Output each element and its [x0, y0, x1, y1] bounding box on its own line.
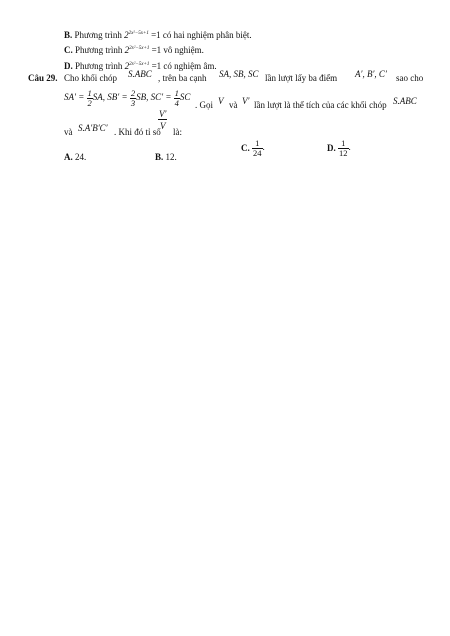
answer-d: [327, 139, 351, 157]
exp-power: 2x²−5x+1: [129, 62, 150, 67]
exp-base: 2: [124, 61, 130, 71]
option-suffix: có nghiệm âm.: [163, 61, 217, 71]
answer-label: D.: [327, 143, 336, 154]
answer-c: [241, 139, 265, 157]
answer-fraction: [252, 139, 263, 157]
denominator: 3: [130, 97, 136, 108]
numerator: 2: [130, 88, 136, 98]
ratio-fraction: [158, 110, 167, 131]
answer-label: C.: [241, 143, 250, 154]
option-label: C.: [64, 45, 73, 55]
answer-end: .: [84, 152, 87, 162]
option-prefix: Phương trình: [74, 30, 122, 40]
answer-end: .: [262, 142, 265, 153]
answer-label: B.: [155, 152, 164, 162]
answer-end: .: [174, 152, 177, 162]
numerator: 1: [255, 138, 260, 148]
exp-power: 2x²−5x+1: [128, 31, 149, 36]
answer-label: A.: [64, 152, 73, 162]
q-math: SC′ =: [150, 92, 172, 103]
equation-rhs: =1: [151, 61, 162, 71]
q-text: là:: [173, 127, 182, 137]
q-math: V: [218, 96, 224, 106]
q-text: lần lượt lấy ba điểm: [265, 73, 338, 83]
denominator: 4: [174, 97, 179, 108]
equation-rhs: =1: [151, 30, 161, 40]
question-line-2: [64, 89, 190, 107]
q-math: SA′ =: [64, 92, 85, 103]
q-text: sao cho: [396, 73, 424, 83]
answer-value: 12: [165, 152, 175, 162]
answer-value: 24: [75, 152, 84, 162]
q-text: lần lượt là thể tích của các khối chóp: [254, 100, 387, 110]
q-math: S.A′B′C′: [78, 123, 108, 133]
q-math: SA, SB, SC: [219, 69, 259, 79]
denominator: 24: [253, 147, 262, 158]
answer-fraction: [338, 139, 349, 157]
q-math: V′: [242, 96, 250, 106]
question-number: Câu 29.: [28, 73, 58, 83]
q-text: . Gọi: [195, 100, 213, 110]
numerator: 1: [341, 138, 346, 148]
option-b-prev: [64, 31, 252, 40]
q-math: SC: [179, 92, 191, 103]
numerator: V′: [159, 109, 167, 119]
option-suffix: có hai nghiệm phân biệt.: [162, 30, 252, 40]
answer-b: [155, 153, 177, 162]
q-math: S.ABC: [128, 69, 152, 79]
numerator: 1: [87, 88, 92, 98]
option-suffix: vô nghiệm.: [163, 45, 204, 55]
option-label: D.: [64, 61, 73, 71]
q-text: Cho khối chóp: [64, 73, 117, 83]
answer-a: [64, 153, 86, 162]
q-text: và: [64, 127, 73, 137]
exp-base: 2: [124, 45, 130, 55]
equation-rhs: =1: [151, 45, 162, 55]
q-math: SB′ =: [107, 92, 128, 103]
denominator: V: [159, 121, 166, 131]
q-math: S.ABC: [393, 96, 417, 106]
q-math: A′, B′, C′: [355, 69, 387, 79]
denominator: 2: [87, 97, 92, 108]
option-label: B.: [64, 30, 73, 40]
q-math: SB,: [136, 92, 149, 103]
exp-base: 2: [124, 30, 129, 40]
q-text: và: [229, 100, 238, 110]
exp-power: 2x²−5x+1: [129, 46, 150, 51]
denominator: 12: [339, 147, 348, 158]
numerator: 1: [174, 88, 179, 98]
answer-end: .: [348, 142, 351, 153]
q-text: . Khi đó tỉ số: [114, 127, 161, 137]
option-c-prev: [64, 46, 204, 55]
q-math: SA,: [92, 92, 106, 103]
q-text: , trên ba cạnh: [158, 73, 207, 83]
option-prefix: Phương trình: [75, 61, 123, 71]
option-prefix: Phương trình: [75, 45, 123, 55]
